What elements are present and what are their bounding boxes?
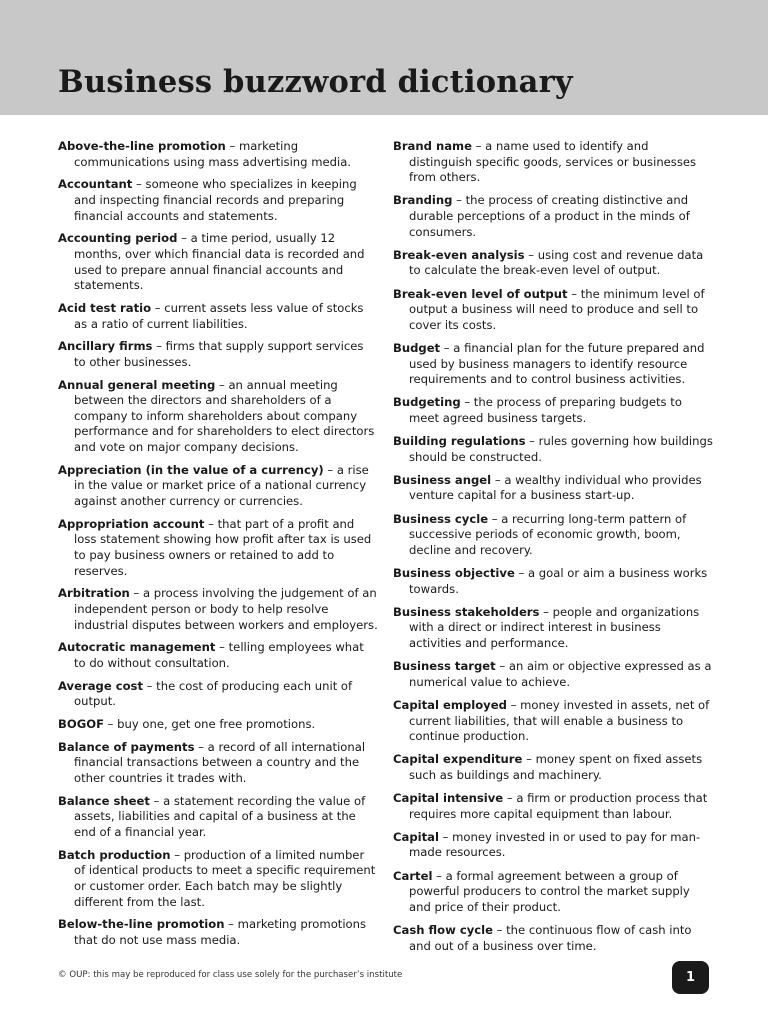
entry-definition: that part of a profit and loss statement showing how profit after tax is used to pay business owners or retained to add to reserves. [74, 516, 372, 578]
entry-definition: a firm or production process that requires more capital equipment than labour. [409, 791, 708, 821]
entry-separator: – [539, 604, 553, 619]
entry-definition: a rise in the value or market price of a national currency against another currency or currencies. [74, 462, 369, 508]
entry-definition: the cost of producing each unit of output. [74, 678, 353, 709]
page-title: Business buzzword dictionary [58, 64, 573, 100]
entry-separator: – [224, 917, 238, 932]
entry-separator: – [452, 193, 466, 208]
entry-separator: – [204, 516, 218, 531]
entry-definition: an aim or objective expressed as a numerical value to achieve. [409, 659, 712, 689]
entry-definition: a recurring long-term pattern of successive periods of economic growth, boom, decline and recovery. [409, 511, 687, 557]
entry-definition: production of a limited number of identical products to meet a specific requirement or customer order. Each batch may be slightly different from the last. [74, 847, 376, 909]
entry-definition: a formal agreement between a group of powerful producers to control the market supply and price of their product. [409, 868, 690, 914]
dictionary-entry [58, 231, 378, 293]
entry-separator: – [495, 659, 509, 674]
entry-separator: – [151, 300, 165, 315]
entry-term: Break-even level of output [393, 286, 568, 301]
entry-separator: – [514, 566, 529, 580]
dictionary-entry [58, 463, 378, 510]
entry-definition: a statement recording the value of assets, liabilities and capital of a business at the end of a financial year. [74, 793, 366, 839]
dictionary-entry [393, 659, 713, 690]
dictionary-entry [393, 512, 713, 559]
entry-term: Branding [393, 193, 453, 208]
entry-definition: using cost and revenue data to calculate the break-even level of output. [409, 247, 704, 278]
entry-definition: money spent on fixed assets such as buildings and machinery. [409, 752, 703, 782]
entry-separator: – [525, 434, 539, 449]
entry-definition: firms that supply support services to other businesses. [74, 339, 364, 369]
entry-separator: – [522, 752, 536, 767]
entry-term: Budgeting [393, 395, 461, 410]
entry-separator: – [440, 340, 454, 355]
dictionary-entry [58, 139, 378, 170]
entry-definition: a name used to identify and distinguish specific goods, services or businesses from others. [409, 139, 697, 185]
dictionary-entry [393, 341, 713, 388]
entry-separator: – [524, 247, 538, 262]
entry-definition: marketing communications using mass advertising media. [74, 139, 351, 169]
entry-separator: – [472, 139, 486, 153]
entry-separator: – [177, 231, 191, 246]
dictionary-entry [58, 640, 378, 671]
dictionary-entry [393, 193, 713, 240]
dictionary-entry [393, 287, 713, 334]
dictionary-entry [393, 434, 713, 465]
entry-separator: – [129, 586, 143, 601]
entry-definition: current assets less value of stocks as a ratio of current liabilities. [74, 300, 364, 331]
entry-definition: a goal or aim a business works towards. [409, 566, 708, 596]
entry-term: Brand name [393, 139, 472, 153]
dictionary-entry [393, 473, 713, 504]
dictionary-entry [393, 869, 713, 916]
dictionary-entry [58, 794, 378, 841]
entry-separator: – [132, 177, 146, 192]
entry-separator: – [215, 377, 229, 392]
entry-term: Autocratic management [58, 640, 216, 655]
entry-term: Acid test ratio [58, 300, 152, 315]
entry-definition: rules governing how buildings should be constructed. [409, 434, 713, 464]
entry-definition: someone who specializes in keeping and inspecting financial records and preparing financial accounts and statements. [74, 177, 357, 223]
header-band [0, 0, 768, 115]
entry-separator: – [506, 697, 521, 712]
entry-term: Capital [393, 829, 439, 844]
right-column [393, 139, 713, 962]
entry-term: Accountant [58, 177, 133, 192]
entry-term: Capital employed [393, 697, 507, 712]
entry-term: Capital intensive [393, 791, 504, 806]
entry-term: BOGOF [58, 717, 104, 732]
entry-definition: marketing promotions that do not use mass media. [74, 917, 367, 947]
entry-separator: – [503, 791, 517, 806]
entry-term: Appreciation (in the value of a currency) [58, 462, 324, 477]
entry-separator: – [438, 829, 453, 844]
entry-term: Business stakeholders [393, 604, 540, 619]
entry-term: Business cycle [393, 511, 489, 526]
dictionary-entry [58, 301, 378, 332]
dictionary-entry [58, 848, 378, 910]
entry-term: Business angel [393, 472, 492, 487]
dictionary-entry [58, 517, 378, 579]
dictionary-entry [393, 395, 713, 426]
entry-term: Cartel [393, 868, 433, 883]
dictionary-entry [393, 248, 713, 279]
entry-separator: – [152, 339, 166, 354]
entry-term: Ancillary firms [58, 339, 153, 354]
entry-term: Appropriation account [58, 516, 205, 531]
entry-separator: – [170, 847, 184, 862]
entry-term: Budget [393, 340, 441, 355]
entry-separator: – [104, 717, 118, 732]
entry-definition: a time period, usually 12 months, over which financial data is recorded and used to prepare annual financial accounts and statements. [74, 231, 365, 293]
entry-definition: a wealthy individual who provides venture capital for a business start-up. [409, 472, 702, 503]
entry-definition: the continuous flow of cash into and out of a business over time. [409, 923, 692, 953]
entry-separator: – [149, 793, 164, 808]
entry-separator: – [491, 472, 505, 487]
entry-definition: an annual meeting between the directors and shareholders of a company to inform shareholders about company performance and for shareholders to elect directors and vote on major company decisions. [74, 377, 375, 455]
entry-term: Annual general meeting [58, 377, 216, 392]
entry-definition: buy one, get one free promotions. [117, 717, 316, 732]
entry-separator: – [225, 139, 239, 153]
entry-term: Building regulations [393, 434, 526, 449]
entry-separator: – [194, 739, 208, 754]
dictionary-entry [393, 791, 713, 822]
dictionary-entry [58, 339, 378, 370]
entry-definition: a financial plan for the future prepared and used by business managers to identify resource requirements and to control business activities. [409, 340, 705, 387]
dictionary-entry [58, 378, 378, 456]
dictionary-entry [58, 917, 378, 948]
entry-separator: – [432, 868, 446, 883]
entry-definition: the minimum level of output a business will need to produce and sell to cover its costs. [409, 286, 705, 332]
page-number-badge: 1 [672, 961, 709, 994]
entry-separator: – [215, 640, 229, 655]
dictionary-entry [393, 830, 713, 861]
entry-definition: a record of all international financial transactions between a country and the other countries it trades with. [74, 739, 366, 786]
dictionary-entry [58, 586, 378, 633]
dictionary-entry [393, 605, 713, 652]
entry-definition: a process involving the judgement of an independent person or body to help resolve industrial disputes between workers and employers. [74, 586, 378, 632]
entry-term: Break-even analysis [393, 247, 525, 262]
entry-term: Above-the-line promotion [58, 139, 226, 153]
copyright-note: © OUP: this may be reproduced for class use solely for the purchaser’s institute [58, 970, 403, 980]
left-column [58, 139, 378, 956]
entry-separator: – [492, 923, 507, 938]
entry-term: Arbitration [58, 586, 130, 601]
entry-term: Cash flow cycle [393, 923, 493, 938]
entry-definition: people and organizations with a direct or indirect interest in business activities and performance. [409, 604, 700, 650]
dictionary-entry [393, 923, 713, 954]
entry-term: Business objective [393, 566, 515, 580]
dictionary-entry [58, 717, 378, 733]
entry-separator: – [488, 511, 502, 526]
entry-term: Capital expenditure [393, 752, 523, 767]
dictionary-entry [58, 679, 378, 710]
entry-definition: the process of creating distinctive and durable perceptions of a product in the minds of consumers. [409, 193, 690, 239]
entry-separator: – [323, 462, 337, 477]
dictionary-entry [393, 566, 713, 597]
entry-term: Batch production [58, 847, 171, 862]
entry-definition: money invested in assets, net of current liabilities, that will enable a business to continue production. [409, 697, 710, 744]
entry-term: Balance of payments [58, 739, 195, 754]
dictionary-entry [393, 752, 713, 783]
dictionary-entry [58, 177, 378, 224]
entry-separator: – [460, 395, 474, 410]
dictionary-entry [393, 698, 713, 745]
entry-term: Accounting period [58, 231, 178, 246]
entry-definition: telling employees what to do without consultation. [74, 640, 364, 670]
entry-term: Below-the-line promotion [58, 917, 225, 932]
entry-term: Balance sheet [58, 793, 150, 808]
dictionary-entry [58, 740, 378, 787]
entry-separator: – [143, 678, 157, 693]
entry-separator: – [567, 286, 581, 301]
entry-definition: money invested in or used to pay for man-made resources. [409, 829, 701, 860]
entry-definition: the process of preparing budgets to meet agreed business targets. [409, 395, 682, 425]
entry-term: Business target [393, 659, 496, 674]
entry-term: Average cost [58, 678, 143, 693]
dictionary-entry [393, 139, 713, 186]
